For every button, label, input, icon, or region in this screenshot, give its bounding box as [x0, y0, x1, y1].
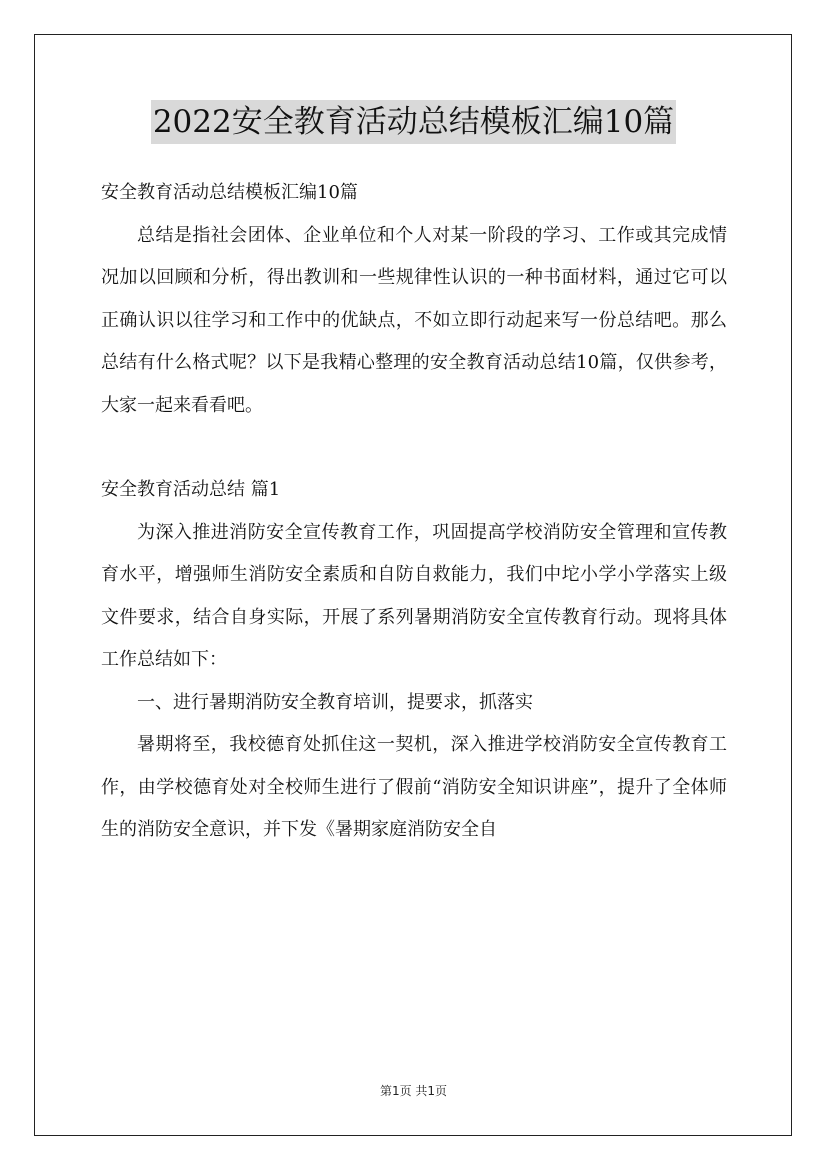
document-title: 2022安全教育活动总结模板汇编10篇	[151, 100, 676, 144]
section-heading: 安全教育活动总结 篇1	[101, 479, 281, 500]
intro-paragraph: 总结是指社会团体、企业单位和个人对某一阶段的学习、工作或其完成情况加以回顾和分析，得出教训和一些规律性认识的一种书面材料，通过它可以正确认识以往学习和工作中的优缺点，不如立即行动起来写一份总结吧。那么总结有什么格式呢？以下是我精心整理的安全教育活动总结10篇，仅供参考，大家一起来看看吧。	[101, 224, 727, 416]
section-paragraph: 为深入推进消防安全宣传教育工作，巩固提高学校消防安全管理和宣传教育水平，增强师生消防安全素质和自防自救能力，我们中坨小学小学落实上级文件要求，结合自身实际，开展了系列暑期消防安全宣传教育行动。现将具体工作总结如下：	[101, 521, 727, 670]
section-paragraph: 暑期将至，我校德育处抓住这一契机，深入推进学校消防安全宣传教育工作，由学校德育处对全校师生进行了假前“消防安全知识讲座”，提升了全体师生的消防安全意识，并下发《暑期家庭消防安全自	[101, 734, 727, 840]
page-footer: 第1页 共1页	[379, 1084, 448, 1098]
section-subheading: 一、进行暑期消防安全教育培训，提要求，抓落实	[137, 691, 533, 713]
document-subtitle: 安全教育活动总结模板汇编10篇	[101, 182, 358, 203]
paragraph-gap	[101, 427, 727, 469]
title-wrap	[0, 100, 827, 144]
document-body	[101, 172, 727, 852]
